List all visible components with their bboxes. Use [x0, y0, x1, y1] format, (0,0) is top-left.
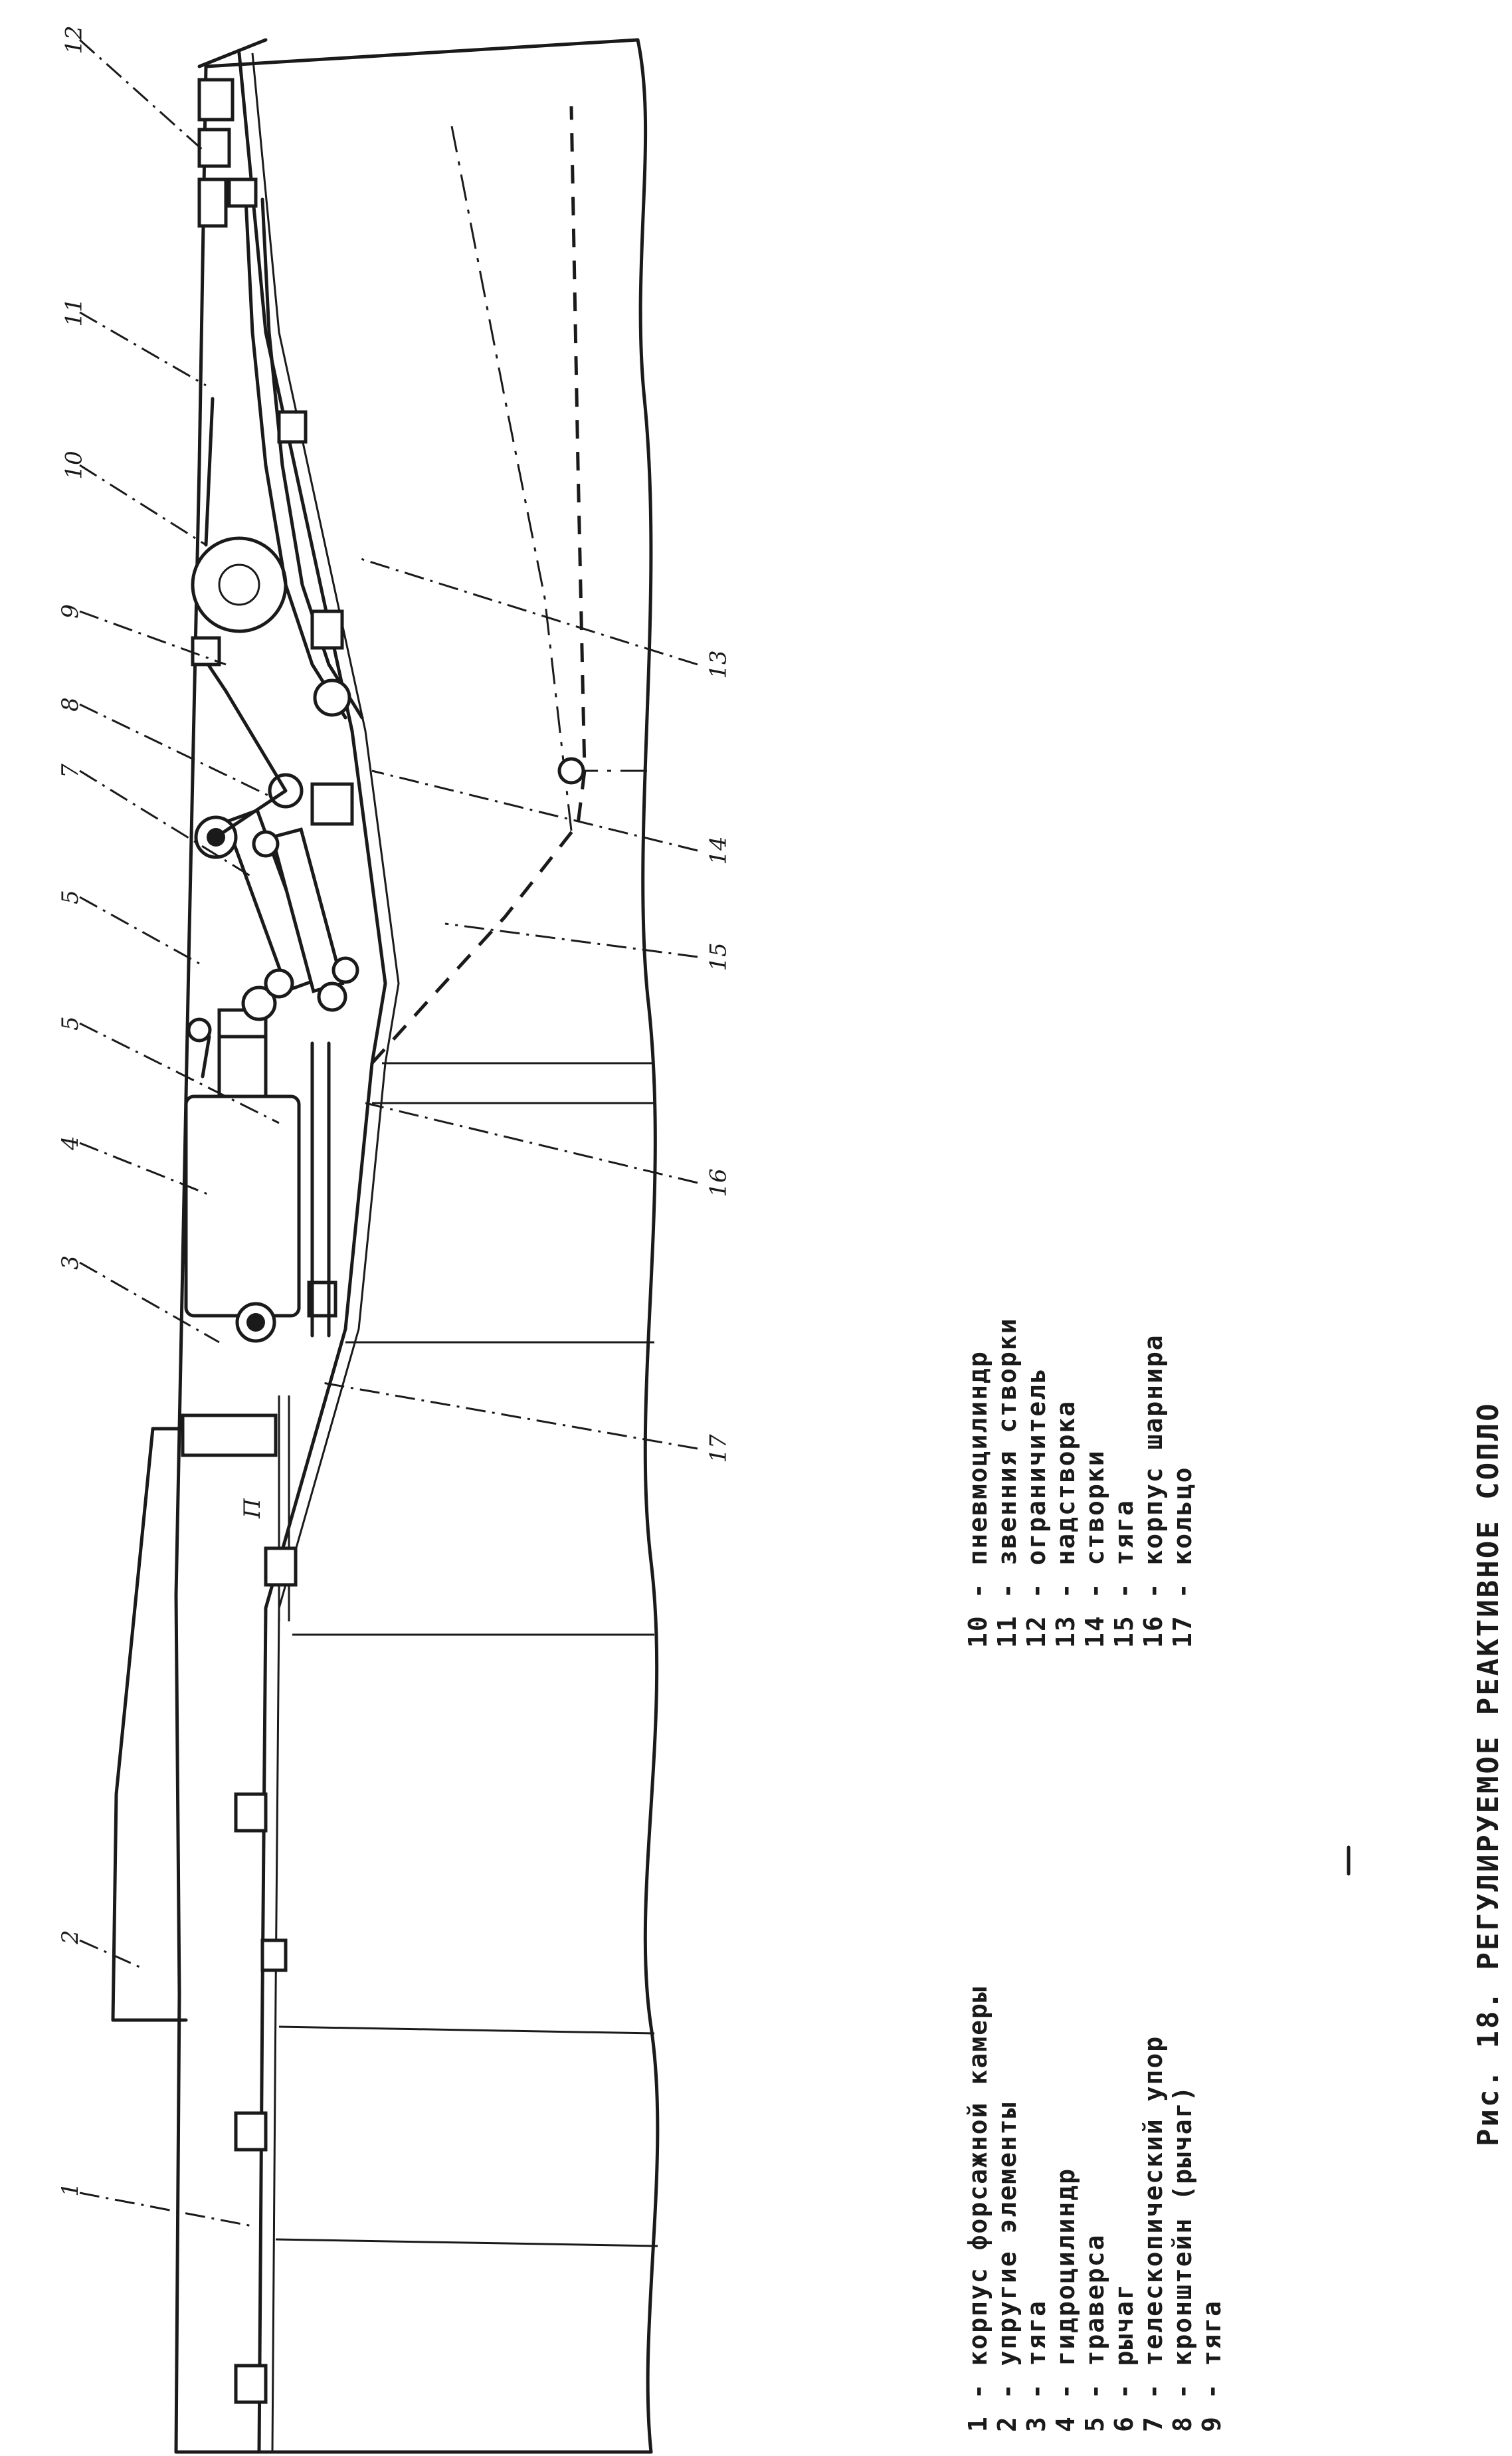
callout-7: 7	[56, 764, 84, 778]
legend-item: 11 - звенния створки	[992, 1317, 1022, 1648]
legend-item: 9 - тяга	[1197, 2299, 1226, 2432]
figure-caption: Рис. 18. РЕГУЛИРУЕМОЕ РЕАКТИВНОЕ СОПЛО	[1471, 1401, 1505, 2146]
callout-5b: 5	[56, 890, 84, 904]
callout-13: 13	[705, 650, 732, 679]
legend-item: 13 - надстворка	[1051, 1399, 1080, 1648]
legend-item: 6 - рычаг	[1109, 2283, 1139, 2432]
legend-item: 7 - телескопический упор	[1139, 2035, 1168, 2432]
legend-item: 14 - створки	[1080, 1449, 1109, 1648]
legend-item: 17 - кольцо	[1168, 1466, 1197, 1648]
callout-16: 16	[705, 1168, 732, 1197]
legend-left	[963, 1986, 1226, 2432]
callout-4: 4	[56, 1136, 84, 1150]
legend-item: 10 - пневмоцилиндр	[963, 1350, 992, 1648]
legend-item: 2 - упругие элементы	[992, 2101, 1022, 2432]
callout-rib: П	[238, 1498, 266, 1518]
callout-11: 11	[60, 298, 88, 327]
callout-15: 15	[705, 942, 732, 972]
legend-item: 4 - гидроцилиндр	[1051, 2167, 1080, 2432]
legend-item: 8 - кронштейн (рычаг)	[1168, 2085, 1197, 2432]
callout-1: 1	[56, 2182, 84, 2197]
legend-item: 5 - траверса	[1080, 2233, 1109, 2432]
callout-10: 10	[60, 451, 88, 480]
limiter	[199, 80, 233, 226]
callout-3: 3	[56, 1255, 84, 1270]
flap-alternate-positions	[372, 106, 651, 1063]
callout-17: 17	[705, 1434, 732, 1463]
callout-5a: 5	[56, 1016, 84, 1031]
pneumatic-cylinder	[193, 399, 286, 665]
legend-item: 16 - корпус шарнира	[1139, 1334, 1168, 1648]
legend-item: 12 - ограничитель	[1022, 1367, 1051, 1648]
legend-item: 1 - корпус форсажной камеры	[963, 1986, 992, 2432]
legend-item: 3 - тяга	[1022, 2299, 1051, 2432]
callout-14: 14	[705, 836, 732, 865]
legend-item: 15 - тяга	[1109, 1499, 1139, 1648]
callout-8: 8	[56, 697, 84, 712]
callout-9: 9	[56, 604, 84, 619]
callout-12: 12	[60, 25, 88, 54]
legend-right	[963, 1317, 1197, 1648]
callout-2: 2	[56, 1930, 84, 1944]
afterburner-sections	[276, 1063, 658, 2246]
leader-lines	[80, 40, 698, 2226]
